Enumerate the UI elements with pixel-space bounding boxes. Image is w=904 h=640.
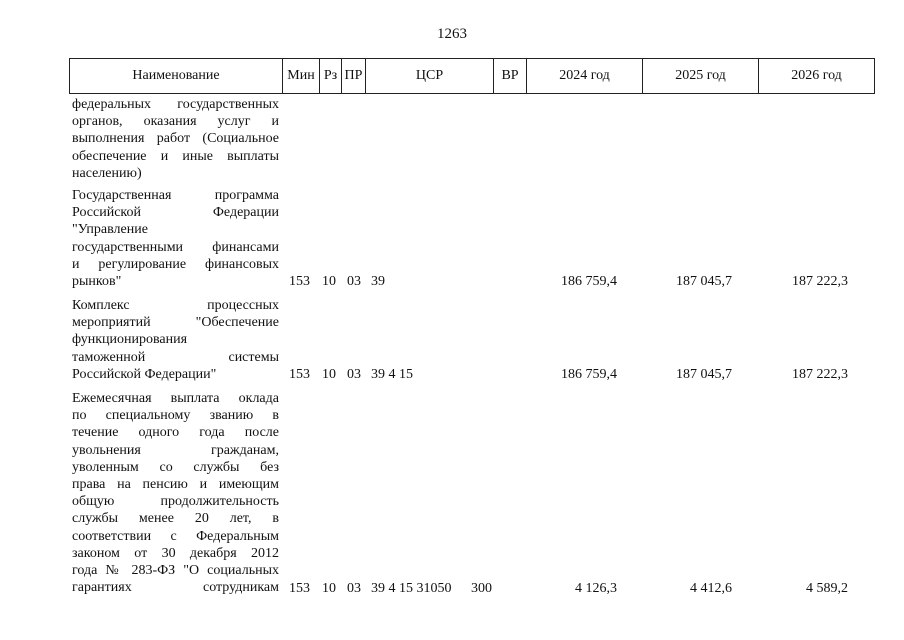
name-line: Российской Федерации" [72, 366, 217, 382]
name-line: Российской Федерации [72, 205, 279, 221]
header-2025: 2025 год [643, 59, 759, 94]
row-name [72, 297, 279, 383]
header-min: Мин [283, 59, 320, 94]
row-name [72, 187, 279, 290]
header-rz: Рз [320, 59, 342, 94]
cell-rz: 10 [322, 581, 336, 596]
cell-csr: 39 4 15 [371, 367, 413, 382]
name-line: органов, оказания услуг и [72, 114, 279, 130]
name-line: соответствии с Федеральным [72, 528, 279, 544]
header-pr: ПР [342, 59, 366, 94]
row-name [72, 96, 279, 182]
cell-min: 153 [289, 581, 310, 596]
cell-2025: 4 412,6 [690, 581, 732, 596]
header-csr: ЦСР [366, 59, 494, 94]
name-line: течение одного года после [72, 425, 279, 441]
page-number: 1263 [437, 26, 467, 42]
cell-csr: 39 [371, 274, 385, 289]
name-line: и регулирование финансовых [72, 256, 279, 272]
cell-2026: 187 222,3 [792, 274, 848, 289]
header-vr: ВР [494, 59, 527, 94]
name-line: обеспечение и иные выплаты [72, 148, 279, 164]
header-2026: 2026 год [759, 59, 875, 94]
name-line: рынков" [72, 274, 122, 290]
cell-2024: 186 759,4 [561, 274, 617, 289]
name-line: "Управление [72, 222, 148, 238]
cell-2026: 4 589,2 [806, 581, 848, 596]
name-line: уволенным со службы без [72, 459, 279, 475]
name-line: таможенной системы [72, 349, 279, 365]
name-line: общую продолжительность [72, 494, 279, 510]
table-header [69, 58, 875, 94]
row-name [72, 390, 279, 596]
cell-min: 153 [289, 367, 310, 382]
name-line: функционирования [72, 332, 188, 348]
cell-pr: 03 [347, 367, 361, 382]
cell-2025: 187 045,7 [676, 367, 732, 382]
header-2024: 2024 год [527, 59, 643, 94]
cell-vr: 300 [471, 581, 492, 596]
name-line: Государственная программа [72, 188, 279, 203]
header-name: Наименование [70, 59, 283, 94]
cell-2024: 186 759,4 [561, 367, 617, 382]
name-line: по специальному званию в [72, 408, 279, 424]
cell-csr: 39 4 15 31050 [371, 581, 452, 596]
name-line: населению) [72, 165, 142, 181]
name-line: мероприятий "Обеспечение [72, 315, 279, 331]
name-line: Комплекс процессных [72, 298, 279, 313]
cell-pr: 03 [347, 581, 361, 596]
name-line: федеральных государственных [72, 97, 279, 112]
name-line: права на пенсию и имеющим [72, 477, 279, 493]
name-line: государственными финансами [72, 239, 279, 255]
name-line: года № 283-ФЗ "О социальных [72, 563, 279, 579]
name-line: Ежемесячная выплата оклада [72, 391, 279, 406]
name-line: законом от 30 декабря 2012 [72, 545, 279, 561]
cell-2026: 187 222,3 [792, 367, 848, 382]
name-line: гарантиях сотрудникам [72, 580, 279, 596]
name-line: службы менее 20 лет, в [72, 511, 279, 527]
cell-rz: 10 [322, 367, 336, 382]
cell-rz: 10 [322, 274, 336, 289]
cell-min: 153 [289, 274, 310, 289]
name-line: выполнения работ (Социальное [72, 131, 279, 147]
cell-2025: 187 045,7 [676, 274, 732, 289]
cell-2024: 4 126,3 [575, 581, 617, 596]
name-line: увольнения гражданам, [72, 442, 279, 458]
cell-pr: 03 [347, 274, 361, 289]
